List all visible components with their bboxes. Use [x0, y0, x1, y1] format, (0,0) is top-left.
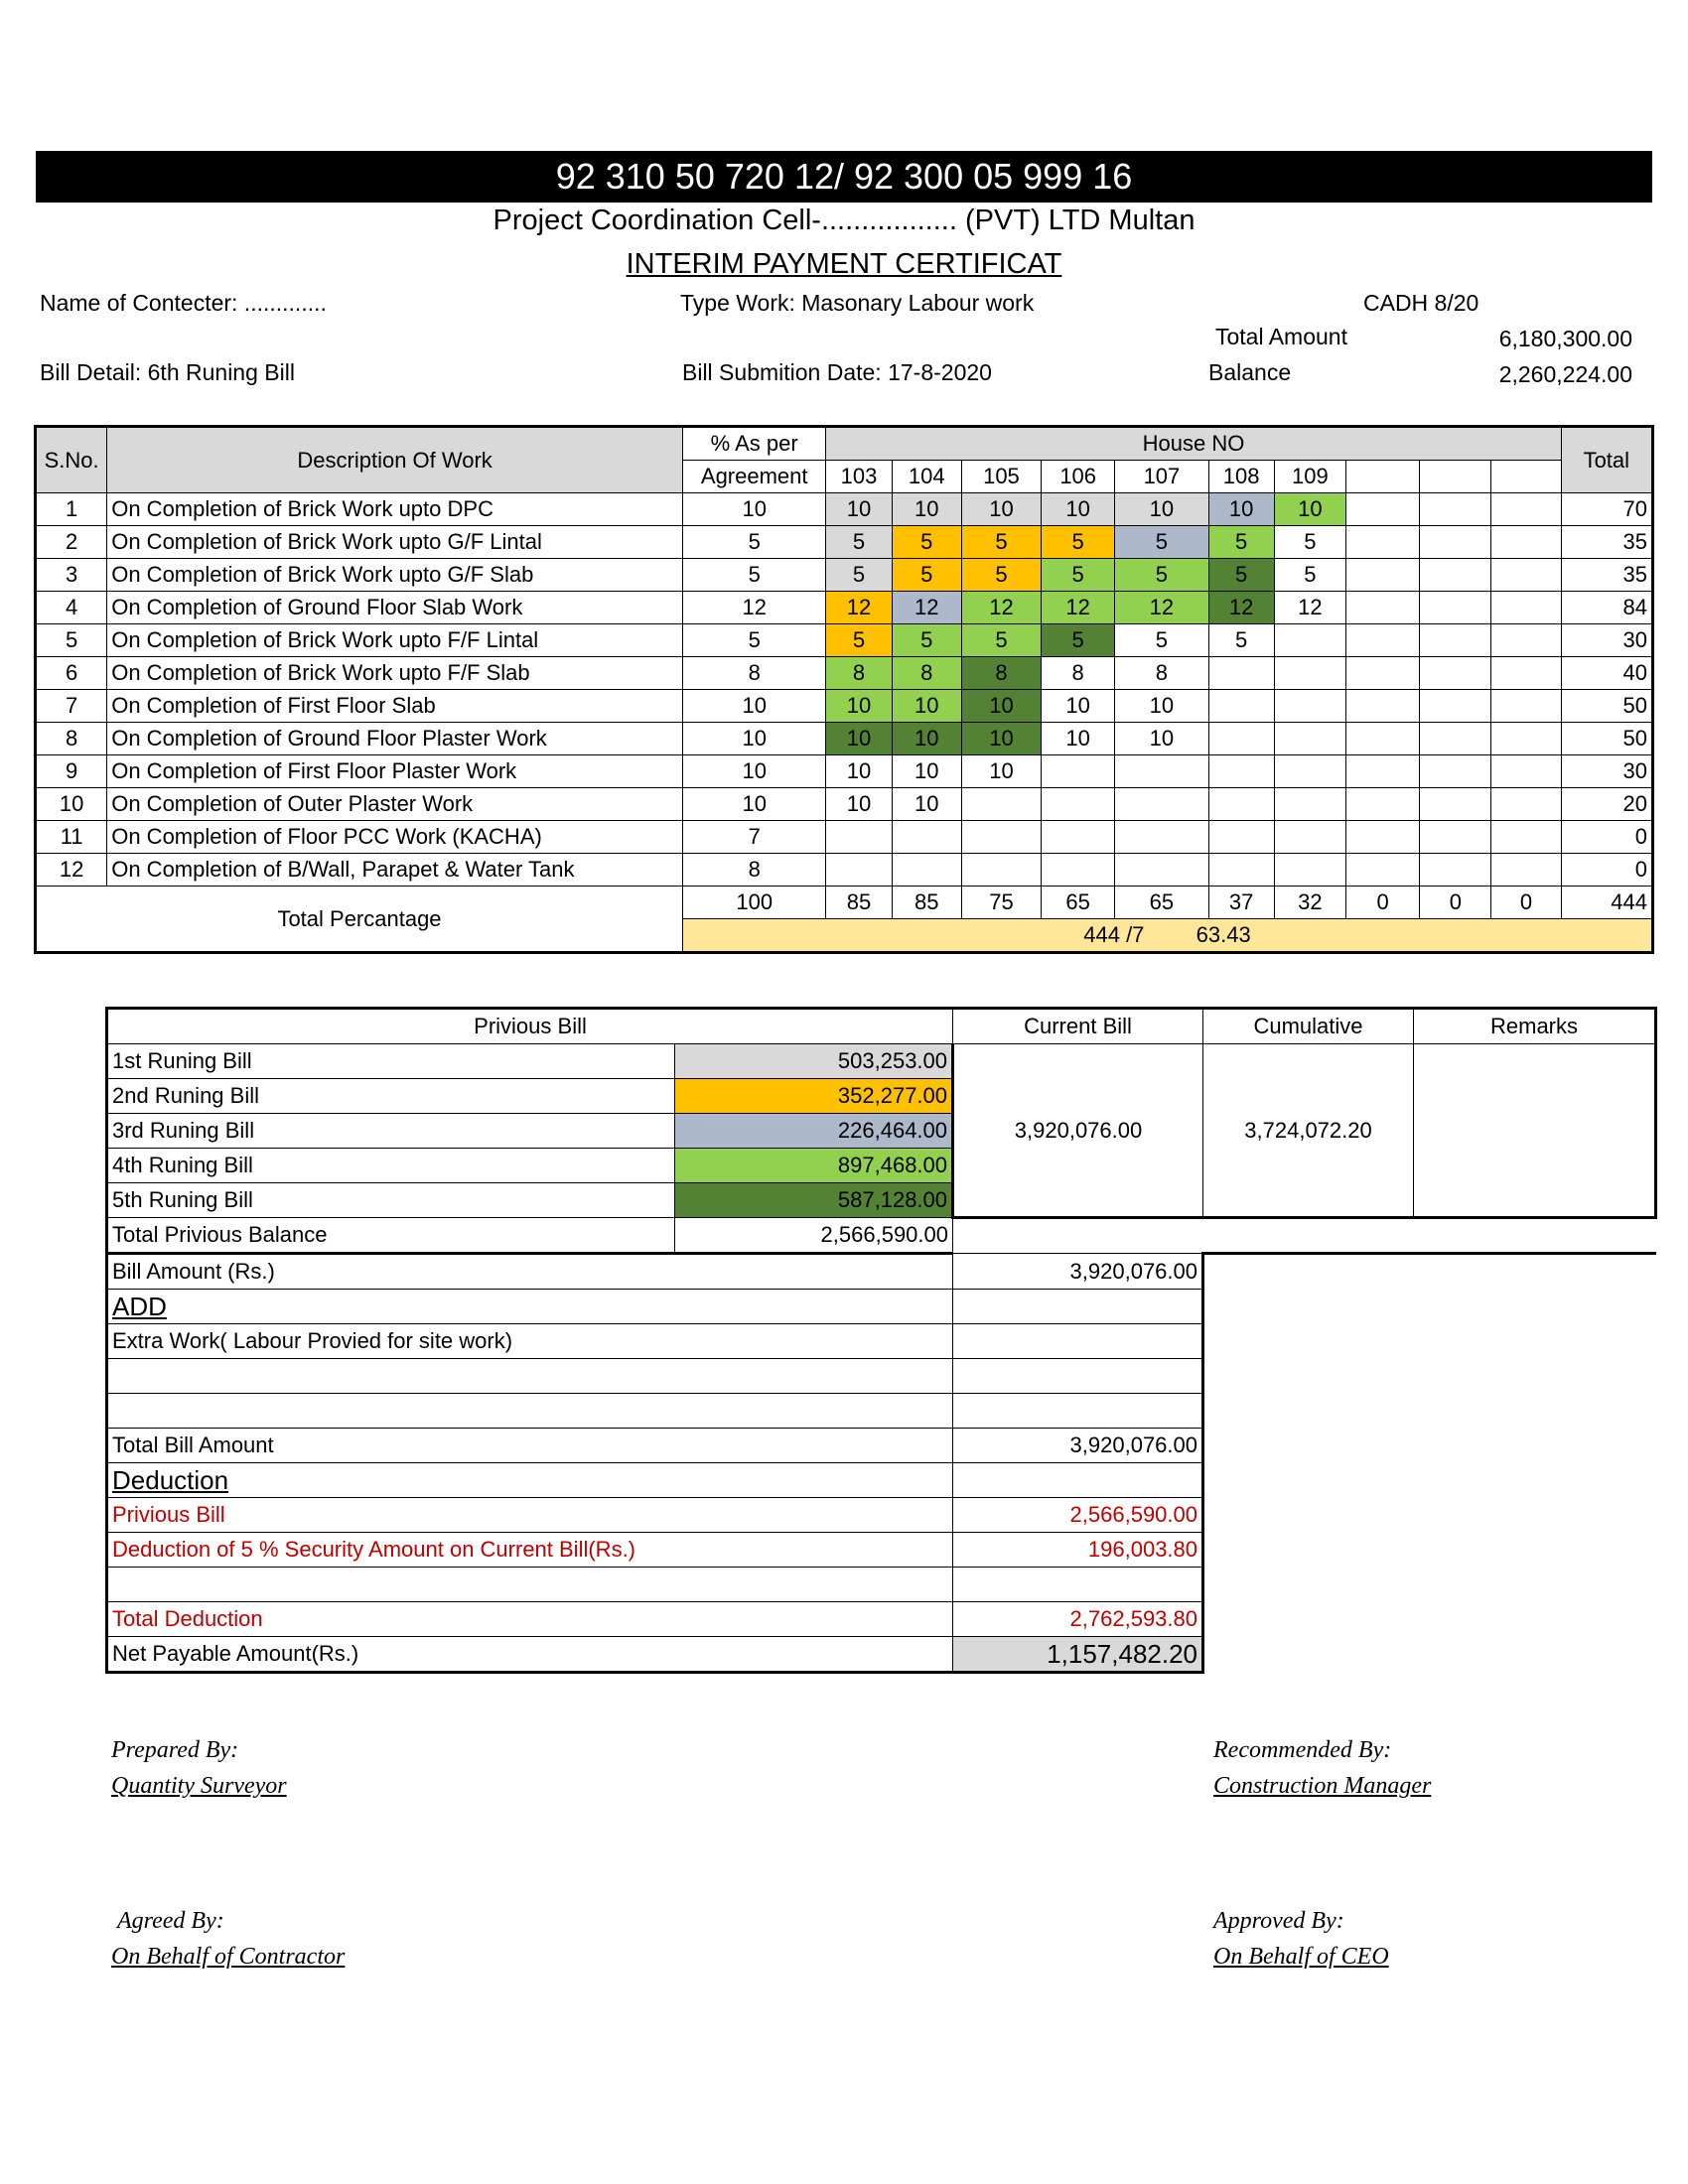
- house-progress-cell: [1491, 559, 1561, 592]
- row-total: 30: [1561, 624, 1652, 657]
- house-progress-cell: 10: [1115, 723, 1208, 755]
- house-progress-cell: [1274, 821, 1345, 854]
- house-progress-cell: [1274, 690, 1345, 723]
- agreed-by-label: Agreed By:: [117, 1908, 224, 1934]
- house-no-header: House NO: [826, 427, 1561, 461]
- work-row: [36, 821, 1653, 854]
- contractor-name: Name of Contecter: .............: [40, 290, 327, 316]
- house-progress-cell: [1208, 854, 1274, 887]
- house-progress-cell: 5: [1042, 624, 1115, 657]
- previous-bill-amount: 897,468.00: [675, 1149, 953, 1183]
- house-progress-cell: 10: [826, 493, 892, 526]
- house-progress-cell: 10: [1042, 723, 1115, 755]
- row-description: On Completion of Ground Floor Plaster Work: [107, 723, 683, 755]
- house-progress-cell: 12: [1115, 592, 1208, 624]
- total-bill-amount: 3,920,076.00: [953, 1429, 1203, 1463]
- total-deduction-label: Total Deduction: [107, 1602, 953, 1637]
- row-sno: 7: [36, 690, 107, 723]
- house-progress-cell: 10: [961, 755, 1041, 788]
- recommended-by-label: Recommended By:: [1213, 1737, 1392, 1763]
- row-sno: 12: [36, 854, 107, 887]
- house-progress-cell: [826, 821, 892, 854]
- house-total-cell: 0: [1420, 887, 1491, 919]
- row-total: 0: [1561, 854, 1652, 887]
- previous-bill-label: 2nd Runing Bill: [107, 1079, 675, 1114]
- house-progress-cell: [1420, 755, 1491, 788]
- house-progress-cell: [1345, 493, 1419, 526]
- house-progress-cell: [1345, 723, 1419, 755]
- row-total: 0: [1561, 821, 1652, 854]
- approved-by-role: On Behalf of CEO: [1213, 1944, 1389, 1970]
- house-progress-cell: 10: [892, 690, 961, 723]
- house-progress-cell: [1042, 854, 1115, 887]
- row-agreement-pct: 8: [682, 854, 825, 887]
- total-previous-amount: 2,566,590.00: [675, 1218, 953, 1254]
- house-progress-cell: 5: [1115, 624, 1208, 657]
- row-total: 35: [1561, 559, 1652, 592]
- remarks-header: Remarks: [1414, 1009, 1656, 1044]
- house-progress-cell: [1491, 657, 1561, 690]
- house-progress-cell: [1208, 657, 1274, 690]
- house-progress-cell: [1042, 788, 1115, 821]
- total-previous-label: Total Privious Balance: [107, 1218, 675, 1254]
- house-total-cell: 37: [1208, 887, 1274, 919]
- row-sno: 6: [36, 657, 107, 690]
- house-progress-cell: [1345, 854, 1419, 887]
- house-progress-cell: [1115, 755, 1208, 788]
- row-agreement-pct: 10: [682, 493, 825, 526]
- previous-bill-amount: 503,253.00: [675, 1044, 953, 1079]
- row-description: On Completion of First Floor Plaster Work: [107, 755, 683, 788]
- row-total: 50: [1561, 690, 1652, 723]
- house-progress-cell: 8: [826, 657, 892, 690]
- row-description: On Completion of Outer Plaster Work: [107, 788, 683, 821]
- house-progress-cell: 10: [1208, 493, 1274, 526]
- house-progress-cell: 10: [1042, 690, 1115, 723]
- house-progress-cell: [1345, 592, 1419, 624]
- previous-bill-amount: 226,464.00: [675, 1114, 953, 1149]
- house-total-cell: 65: [1042, 887, 1115, 919]
- house-progress-cell: [1274, 854, 1345, 887]
- row-sno: 8: [36, 723, 107, 755]
- house-progress-cell: [826, 854, 892, 887]
- house-progress-cell: [1345, 788, 1419, 821]
- bill-detail: Bill Detail: 6th Runing Bill: [40, 359, 295, 385]
- house-progress-cell: [1274, 624, 1345, 657]
- total-bill-label: Total Bill Amount: [107, 1429, 953, 1463]
- row-total: 35: [1561, 526, 1652, 559]
- work-row: [36, 854, 1653, 887]
- row-sno: 3: [36, 559, 107, 592]
- house-progress-cell: [1345, 526, 1419, 559]
- sno-header: S.No.: [36, 427, 107, 493]
- house-progress-cell: [961, 821, 1041, 854]
- house-progress-cell: 12: [1274, 592, 1345, 624]
- house-progress-cell: [1345, 657, 1419, 690]
- row-agreement-pct: 8: [682, 657, 825, 690]
- previous-bill-deduction-label: Privious Bill: [107, 1498, 953, 1533]
- house-progress-cell: 5: [1208, 526, 1274, 559]
- house-progress-cell: [1491, 755, 1561, 788]
- work-row: [36, 559, 1653, 592]
- row-agreement-pct: 5: [682, 624, 825, 657]
- house-progress-cell: [1491, 821, 1561, 854]
- house-number-header: 104: [892, 461, 961, 493]
- row-total: 84: [1561, 592, 1652, 624]
- average-value: 63.43: [1196, 922, 1251, 947]
- house-progress-cell: [1420, 821, 1491, 854]
- bill-amount-label: Bill Amount (Rs.): [107, 1254, 953, 1290]
- current-bill-header: Current Bill: [953, 1009, 1203, 1044]
- house-progress-cell: [1115, 854, 1208, 887]
- row-agreement-pct: 10: [682, 690, 825, 723]
- phone-banner: 92 310 50 720 12/ 92 300 05 999 16: [36, 151, 1652, 203]
- house-progress-cell: 5: [961, 526, 1041, 559]
- house-number-header: 106: [1042, 461, 1115, 493]
- house-progress-cell: 10: [961, 493, 1041, 526]
- house-progress-cell: [1491, 690, 1561, 723]
- row-sno: 9: [36, 755, 107, 788]
- total-deduction-amount: 2,762,593.80: [953, 1602, 1203, 1637]
- previous-bill-label: 1st Runing Bill: [107, 1044, 675, 1079]
- row-description: On Completion of Brick Work upto DPC: [107, 493, 683, 526]
- certificate-title: [0, 248, 1688, 281]
- row-sno: 2: [36, 526, 107, 559]
- cumulative-value: 3,724,072.20: [1203, 1044, 1414, 1218]
- row-description: On Completion of Brick Work upto G/F Lintal: [107, 526, 683, 559]
- house-progress-cell: 12: [1208, 592, 1274, 624]
- house-progress-cell: [1345, 690, 1419, 723]
- house-progress-cell: 5: [1042, 526, 1115, 559]
- house-progress-cell: [1420, 526, 1491, 559]
- row-sno: 11: [36, 821, 107, 854]
- house-progress-cell: 5: [961, 624, 1041, 657]
- house-progress-cell: 10: [1115, 690, 1208, 723]
- house-number-header: [1420, 461, 1491, 493]
- house-total-cell: 0: [1345, 887, 1419, 919]
- previous-bill-amount: 587,128.00: [675, 1183, 953, 1218]
- bill-amount-value: 3,920,076.00: [953, 1254, 1203, 1290]
- current-bill-value: 3,920,076.00: [953, 1044, 1203, 1218]
- balance-label: Balance: [1208, 359, 1292, 385]
- row-sno: 5: [36, 624, 107, 657]
- house-total-cell: 0: [1491, 887, 1561, 919]
- house-progress-cell: [892, 854, 961, 887]
- average-strip: [682, 919, 1652, 953]
- house-progress-cell: [1208, 755, 1274, 788]
- approved-by-label: Approved By:: [1213, 1908, 1344, 1934]
- house-progress-cell: 5: [826, 526, 892, 559]
- previous-bill-amount: 352,277.00: [675, 1079, 953, 1114]
- row-description: On Completion of Ground Floor Slab Work: [107, 592, 683, 624]
- house-progress-cell: 10: [826, 723, 892, 755]
- house-total-cell: 65: [1115, 887, 1208, 919]
- house-progress-cell: [1208, 723, 1274, 755]
- row-agreement-pct: 12: [682, 592, 825, 624]
- house-progress-cell: 8: [1115, 657, 1208, 690]
- recommended-by-role: Construction Manager: [1213, 1773, 1432, 1799]
- certificate-code: CADH 8/20: [1363, 290, 1479, 316]
- house-progress-cell: 10: [1115, 493, 1208, 526]
- work-row: [36, 788, 1653, 821]
- house-progress-cell: 5: [1115, 526, 1208, 559]
- row-sno: 4: [36, 592, 107, 624]
- house-progress-cell: [1042, 821, 1115, 854]
- house-progress-cell: 5: [892, 526, 961, 559]
- agreed-by-role: On Behalf of Contractor: [111, 1944, 346, 1970]
- bill-summary-table: [105, 1007, 1657, 1674]
- house-progress-cell: [1491, 493, 1561, 526]
- house-progress-cell: 5: [892, 559, 961, 592]
- house-progress-cell: [1115, 821, 1208, 854]
- house-progress-cell: 8: [961, 657, 1041, 690]
- house-progress-cell: [1420, 592, 1491, 624]
- house-progress-cell: [1274, 657, 1345, 690]
- row-description: On Completion of Brick Work upto F/F Slab: [107, 657, 683, 690]
- house-number-header: 107: [1115, 461, 1208, 493]
- total-header: Total: [1561, 427, 1652, 493]
- house-number-header: 109: [1274, 461, 1345, 493]
- house-progress-cell: 5: [1208, 624, 1274, 657]
- house-progress-cell: 8: [892, 657, 961, 690]
- house-progress-cell: 5: [1042, 559, 1115, 592]
- net-payable-label: Net Payable Amount(Rs.): [107, 1637, 953, 1673]
- house-progress-cell: [1491, 788, 1561, 821]
- house-progress-cell: [1420, 657, 1491, 690]
- row-description: On Completion of Brick Work upto G/F Slab: [107, 559, 683, 592]
- row-description: On Completion of B/Wall, Parapet & Water Tank: [107, 854, 683, 887]
- house-progress-cell: [1420, 624, 1491, 657]
- house-progress-cell: 10: [1274, 493, 1345, 526]
- project-name: Project Coordination Cell-................. (PVT) LTD Multan: [492, 205, 1196, 236]
- previous-bill-label: 4th Runing Bill: [107, 1149, 675, 1183]
- work-row: [36, 657, 1653, 690]
- house-progress-cell: [961, 788, 1041, 821]
- row-description: On Completion of First Floor Slab: [107, 690, 683, 723]
- house-progress-cell: [1208, 788, 1274, 821]
- total-percentage-agreement: 100: [682, 887, 825, 919]
- row-agreement-pct: 10: [682, 723, 825, 755]
- house-progress-cell: [1115, 788, 1208, 821]
- house-progress-cell: [1208, 690, 1274, 723]
- row-total: 30: [1561, 755, 1652, 788]
- previous-bill-label: 5th Runing Bill: [107, 1183, 675, 1218]
- house-number-header: [1345, 461, 1419, 493]
- house-progress-cell: [1491, 526, 1561, 559]
- agreement-header-2: Agreement: [682, 461, 825, 493]
- house-progress-cell: [1274, 723, 1345, 755]
- work-row: [36, 690, 1653, 723]
- house-progress-cell: 10: [892, 493, 961, 526]
- row-description: On Completion of Floor PCC Work (KACHA): [107, 821, 683, 854]
- house-progress-cell: [1345, 755, 1419, 788]
- house-number-header: 108: [1208, 461, 1274, 493]
- row-agreement-pct: 5: [682, 526, 825, 559]
- previous-bill-label: 3rd Runing Bill: [107, 1114, 675, 1149]
- row-total: 20: [1561, 788, 1652, 821]
- deduction-label: Deduction: [112, 1465, 229, 1495]
- work-row: [36, 755, 1653, 788]
- house-progress-cell: [1491, 592, 1561, 624]
- house-progress-cell: [1345, 821, 1419, 854]
- house-progress-cell: [1420, 788, 1491, 821]
- house-progress-cell: [1345, 559, 1419, 592]
- row-sno: 1: [36, 493, 107, 526]
- house-progress-cell: [1420, 559, 1491, 592]
- work-row: [36, 493, 1653, 526]
- house-progress-cell: 10: [826, 755, 892, 788]
- row-agreement-pct: 10: [682, 755, 825, 788]
- house-progress-cell: 10: [961, 690, 1041, 723]
- work-row: [36, 526, 1653, 559]
- certificate-title-text: INTERIM PAYMENT CERTIFICAT: [626, 248, 1062, 280]
- house-number-header: 105: [961, 461, 1041, 493]
- house-progress-cell: 10: [892, 788, 961, 821]
- house-number-header: [1491, 461, 1561, 493]
- house-total-cell: 32: [1274, 887, 1345, 919]
- house-progress-cell: [892, 821, 961, 854]
- house-progress-cell: [1491, 624, 1561, 657]
- house-progress-cell: 8: [1042, 657, 1115, 690]
- house-progress-cell: 5: [826, 559, 892, 592]
- house-progress-cell: 5: [1208, 559, 1274, 592]
- house-total-cell: 85: [892, 887, 961, 919]
- total-amount-label: Total Amount: [1215, 324, 1347, 349]
- prepared-by-role: Quantity Surveyor: [111, 1773, 287, 1799]
- house-progress-cell: 12: [1042, 592, 1115, 624]
- grand-total: 444: [1561, 887, 1652, 919]
- work-progress-table: [34, 425, 1654, 954]
- cumulative-header: Cumulative: [1203, 1009, 1414, 1044]
- total-percentage-label: Total Percantage: [36, 887, 683, 953]
- average-formula: 444 /7: [1083, 922, 1145, 947]
- balance-value: 2,260,224.00: [1498, 361, 1632, 387]
- house-progress-cell: 5: [1274, 559, 1345, 592]
- prepared-by-label: Prepared By:: [111, 1737, 239, 1763]
- work-row: [36, 624, 1653, 657]
- house-progress-cell: 10: [826, 690, 892, 723]
- house-progress-cell: 10: [1042, 493, 1115, 526]
- house-progress-cell: [961, 854, 1041, 887]
- house-progress-cell: 10: [826, 788, 892, 821]
- house-progress-cell: [1042, 755, 1115, 788]
- house-progress-cell: 12: [826, 592, 892, 624]
- agreement-header-1: % As per: [682, 427, 825, 461]
- house-progress-cell: [1274, 788, 1345, 821]
- house-progress-cell: [1420, 723, 1491, 755]
- house-progress-cell: 5: [1274, 526, 1345, 559]
- row-sno: 10: [36, 788, 107, 821]
- house-progress-cell: [1345, 624, 1419, 657]
- house-progress-cell: 10: [961, 723, 1041, 755]
- house-progress-cell: 5: [892, 624, 961, 657]
- house-progress-cell: [1274, 755, 1345, 788]
- remarks-cell: [1414, 1044, 1656, 1218]
- house-total-cell: 85: [826, 887, 892, 919]
- work-row: [36, 592, 1653, 624]
- row-total: 40: [1561, 657, 1652, 690]
- house-progress-cell: 10: [892, 723, 961, 755]
- total-amount-value: 6,180,300.00: [1498, 326, 1632, 351]
- submission-date: Bill Submition Date: 17-8-2020: [682, 359, 992, 385]
- house-progress-cell: [1491, 723, 1561, 755]
- house-progress-cell: 5: [1115, 559, 1208, 592]
- previous-bill-header: Privious Bill: [107, 1009, 953, 1044]
- house-total-cell: 75: [961, 887, 1041, 919]
- house-progress-cell: [1420, 690, 1491, 723]
- security-deduction-amount: 196,003.80: [953, 1533, 1203, 1568]
- work-row: [36, 723, 1653, 755]
- house-progress-cell: [1491, 854, 1561, 887]
- house-number-header: 103: [826, 461, 892, 493]
- house-progress-cell: 10: [892, 755, 961, 788]
- net-payable-amount: 1,157,482.20: [953, 1637, 1203, 1673]
- type-of-work: Type Work: Masonary Labour work: [680, 290, 1035, 316]
- extra-work-label: Extra Work( Labour Provied for site work): [107, 1324, 953, 1359]
- description-header: Description Of Work: [107, 427, 683, 493]
- row-agreement-pct: 5: [682, 559, 825, 592]
- house-progress-cell: [1208, 821, 1274, 854]
- row-total: 70: [1561, 493, 1652, 526]
- row-description: On Completion of Brick Work upto F/F Lintal: [107, 624, 683, 657]
- previous-bill-deduction-amount: 2,566,590.00: [953, 1498, 1203, 1533]
- house-progress-cell: 5: [826, 624, 892, 657]
- security-deduction-label: Deduction of 5 % Security Amount on Current Bill(Rs.): [107, 1533, 953, 1568]
- house-progress-cell: 12: [892, 592, 961, 624]
- house-progress-cell: 12: [961, 592, 1041, 624]
- house-progress-cell: [1420, 854, 1491, 887]
- house-progress-cell: 5: [961, 559, 1041, 592]
- row-agreement-pct: 7: [682, 821, 825, 854]
- add-label: ADD: [112, 1292, 167, 1321]
- row-agreement-pct: 10: [682, 788, 825, 821]
- house-progress-cell: [1420, 493, 1491, 526]
- row-total: 50: [1561, 723, 1652, 755]
